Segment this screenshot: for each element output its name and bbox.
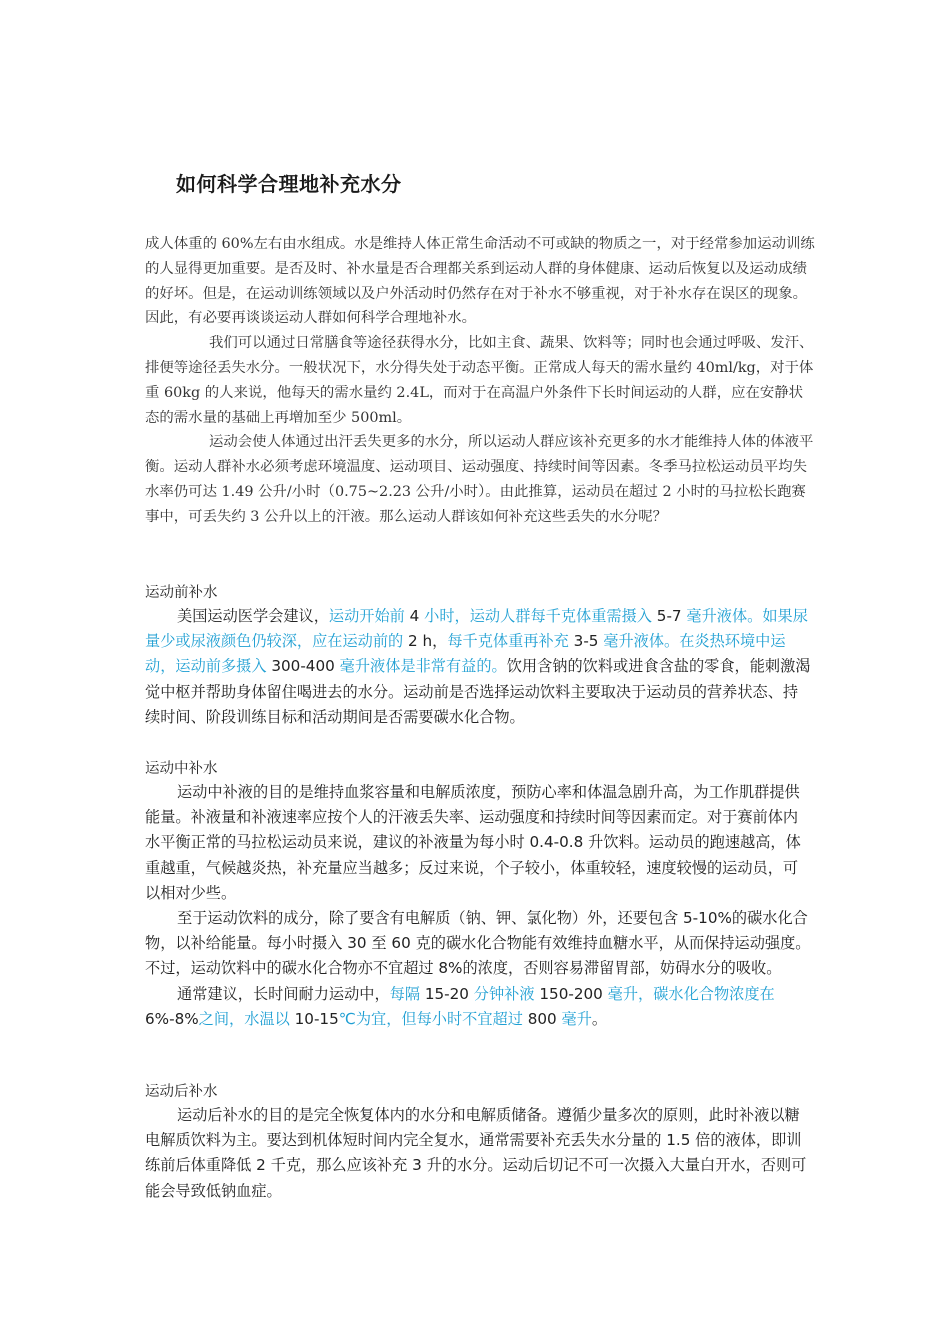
text-run: 15-20 xyxy=(420,984,474,1003)
text-run: 2 h， xyxy=(403,632,448,651)
text-run: 3-5 xyxy=(568,632,604,651)
highlight-text: 之间，水温以 xyxy=(198,1009,290,1028)
highlight-text: ℃为宜，但每小时不宜超过 xyxy=(338,1009,523,1028)
text-run: 美国运动医学会建议， xyxy=(177,607,329,625)
text-run: 。 xyxy=(591,1009,608,1028)
section-heading-before: 运动前补水 xyxy=(145,585,218,601)
highlight-text: 毫升液体是非常有益的。 xyxy=(339,657,507,676)
section-body-during xyxy=(145,780,813,1032)
during-paragraph-2: 至于运动饮料的成分，除了要含有电解质（钠、钾、氯化物）外，还要包含 5-10%的碳水化合物，以补给能量。每小时摄入 30 至 60 克的碳水化合物能有效维持血糖水平，从而保持运动强度。不过，运动饮料中的碳水化合物亦不宜超过 8%的浓度，否则容易滞留胃部，妨碍水分的吸收。 xyxy=(145,909,811,978)
text-run: 通常建议，长时间耐力运动中， xyxy=(177,984,390,1003)
text-run: 300-400 xyxy=(266,657,340,676)
highlight-text: 分钟补液 xyxy=(473,984,535,1003)
highlight-text: 毫升，碳水化合物浓度在 xyxy=(607,984,775,1003)
intro-paragraph-1: 成人体重的 60%左右由水组成。水是维持人体正常生命活动不可或缺的物质之一，对于经常参加运动训练的人显得更加重要。是否及时、补水量是否合理都关系到运动人群的身体健康、运动后恢复以及运动成绩的好坏。但是，在运动训练领域以及户外活动时仍然存在对于补水不够重视，对于补水存在误区的现象。因此，有必要再谈谈运动人群如何科学合理地补水。 xyxy=(145,236,815,327)
intro-paragraph-2: 我们可以通过日常膳食等途径获得水分，比如主食、蔬果、饮料等；同时也会通过呼吸、发汗、排便等途径丢失水分。一般状况下，水分得失处于动态平衡。正常成人每天的需水量约 40ml/kg，对于体重 60kg 的人来说，他每天的需水量约 2.4L，而对于在高温户外条件下长时间运动的人群，应在安静状态的需水量的基础上再増加至少 500ml。 xyxy=(145,335,814,426)
during-paragraph-3 xyxy=(145,982,813,1032)
page-title: 如何科学合理地补充水分 xyxy=(176,172,402,196)
before-paragraph xyxy=(145,604,813,730)
section-heading-during: 运动中补水 xyxy=(145,761,218,777)
highlight-text: 毫升液体。如果尿量少或尿液颜色仍较深，应在运动前的 xyxy=(145,607,808,651)
highlight-text: 每隔 xyxy=(389,984,420,1003)
highlight-text: 毫升 xyxy=(561,1009,592,1028)
highlight-text: 每千克体重再补充 xyxy=(447,632,569,651)
text-run: 10-15 xyxy=(289,1009,339,1028)
section-body-after xyxy=(145,1103,813,1204)
highlight-text: 小时，运动人群每千克体重需摄入 xyxy=(424,607,652,625)
intro-section xyxy=(145,232,815,530)
text-run: 800 xyxy=(522,1009,562,1028)
highlight-text: 毫升液体。在炎热环境中运动，运动前多摄入 xyxy=(145,632,786,676)
during-paragraph-1: 运动中补液的目的是维持血浆容量和电解质浓度，预防心率和体温急剧升高，为工作肌群提供能量。补液量和补液速率应按个人的汗液丢失率、运动强度和持续时间等因素而定。对于赛前体内水平衡正常的马拉松运动员来说，建议的补液量为每小时 0.4-0.8 升饮料。运动员的跑速越高，体重越重，气候越炎热，补充量应当越多；反过来说，个子较小，体重较轻，速度较慢的运动员，可以相对少些。 xyxy=(145,783,801,902)
text-run: 饮用含钠的饮料或进食含盐的零食，能刺激渴觉中枢并帮助身体留住喝进去的水分。运动前是否选择运动饮料主要取决于运动员的营养状态、持续时间、阶段训练目标和活动期间是否需要碳水化合物。 xyxy=(145,657,811,726)
after-paragraph: 运动后补水的目的是完全恢复体内的水分和电解质储备。遵循少量多次的原则，此时补液以糖电解质饮料为主。要达到机体短时间内完全复水，通常需要补充丢失水分量的 1.5 倍的液体，即训练前后体重降低 2 千克，那么应该补充 3 升的水分。运动后切记不可一次摄入大量白开水，否则可能会导致低钠血症。 xyxy=(145,1106,807,1200)
text-run: 5-7 xyxy=(651,607,687,625)
section-body-before xyxy=(145,604,813,730)
text-run: 150-200 xyxy=(534,984,608,1003)
highlight-text: 运动开始前 xyxy=(328,607,405,625)
intro-paragraph-3: 运动会使人体通过出汗丢失更多的水分，所以运动人群应该补充更多的水才能维持人体的体液平衡。运动人群补水必须考虑环境温度、运动项目、运动强度、持续时间等因素。冬季马拉松运动员平均失水率仍可达 1.49 公升/小时（0.75~2.23 公升/小时）。由此推算，运动员在超过 2 小时的马拉松长跑赛事中，可丢失约 3 公升以上的汗液。那么运动人群该如何补充这些丢失的水分呢？ xyxy=(145,434,814,525)
text-run: 6%-8% xyxy=(145,1009,199,1028)
section-heading-after: 运动后补水 xyxy=(145,1084,218,1100)
text-run: 4 xyxy=(404,607,425,625)
